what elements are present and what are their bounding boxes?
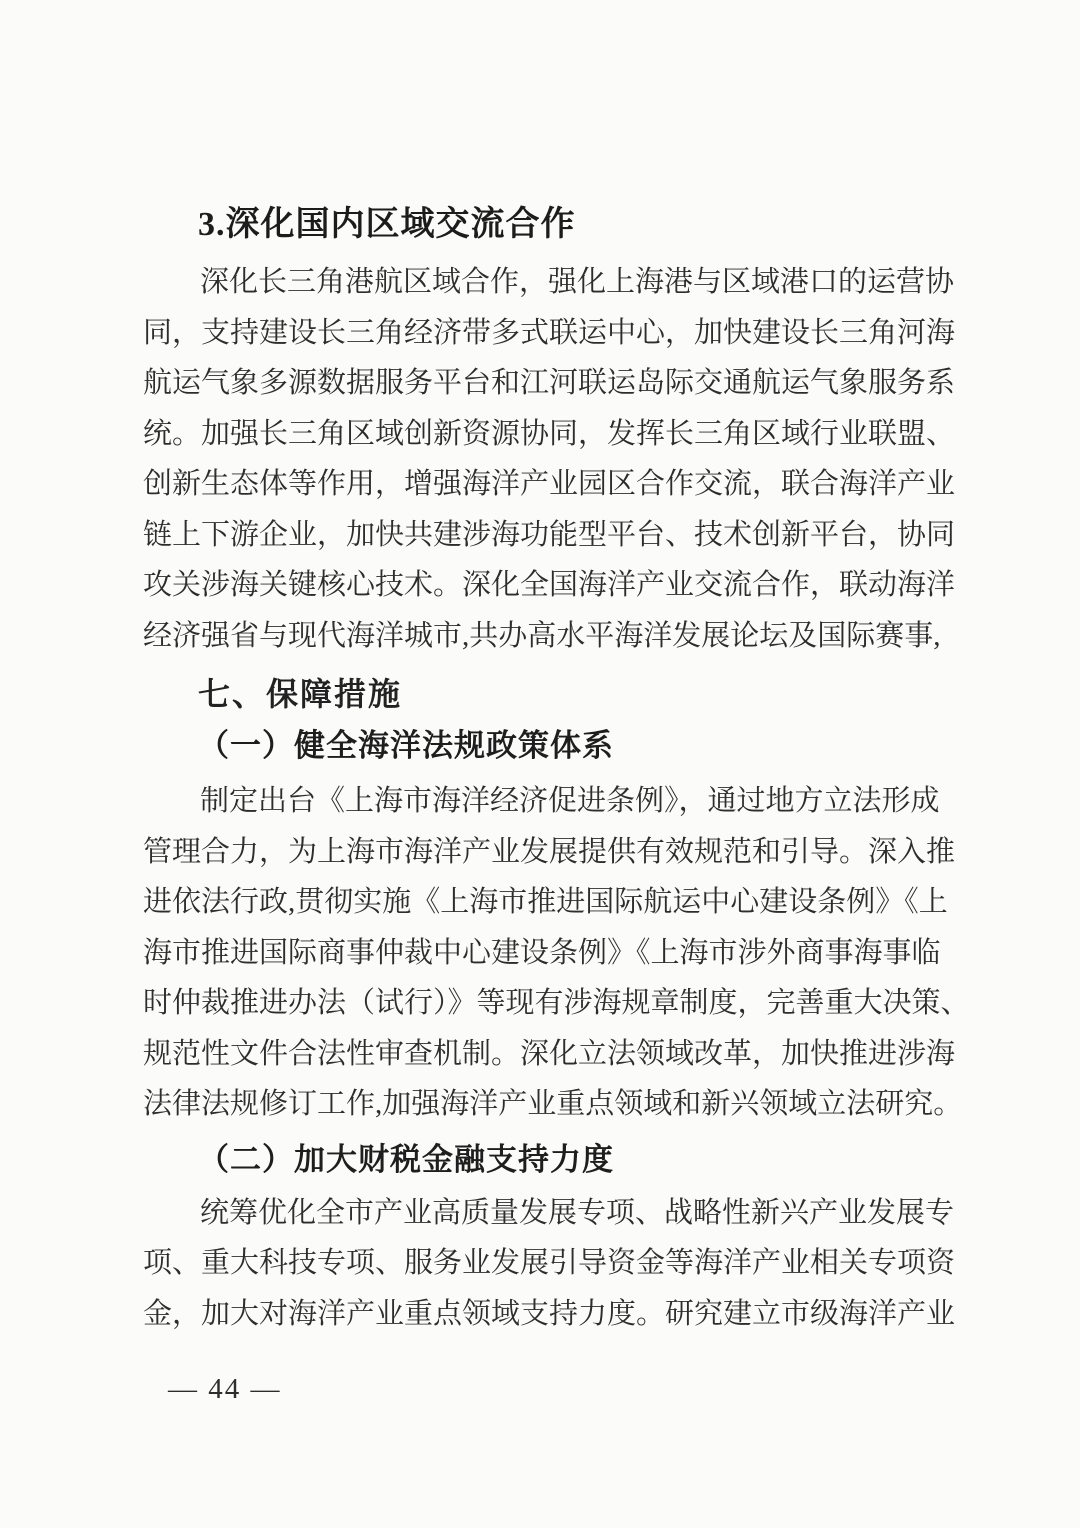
paragraph-1 [143,257,956,661]
paragraph-line: 海市推进国际商事仲裁中心建设条例》《上海市涉外商事海事临 [143,936,941,969]
paragraph-3 [143,1188,956,1340]
paragraph-line: 同，支持建设长三角经济带多式联运中心，加快建设长三角河海 [143,316,956,349]
paragraph-line: 攻关涉海关键核心技术。深化全国海洋产业交流合作，联动海洋 [143,569,956,601]
paragraph-line: 金，加大对海洋产业重点领域支持力度。研究建立市级海洋产业 [143,1297,956,1330]
page-number: — 44 — [168,1373,282,1405]
paragraph-line: 管理合力，为上海市海洋产业发展提供有效规范和引导。深入推 [143,835,956,868]
paragraph-line: 统。加强长三角区域创新资源协同，发挥长三角区域行业联盟、 [143,417,956,450]
paragraph-line: 统筹优化全市产业高质量发展专项、战略性新兴产业发展专 [200,1196,955,1229]
paragraph-2 [143,776,970,1130]
paragraph-line: 项、重大科技专项、服务业发展引导资金等海洋产业相关专项资 [143,1247,956,1279]
paragraph-line: 时仲裁推进办法（试行）》等现有涉海规章制度，完善重大决策、 [143,987,970,1019]
heading-section7: 七、保障措施 [198,676,403,712]
paragraph-line: 航运气象多源数据服务平台和江河联运岛际交通航运气象服务系 [143,367,956,399]
heading-sub2: （二）加大财税金融支持力度 [198,1141,614,1177]
paragraph-line: 经济强省与现代海洋城市,共办高水平海洋发展论坛及国际赛事, [143,619,941,652]
heading-section3: 3.深化国内区域交流合作 [198,206,576,243]
paragraph-line: 进依法行政,贯彻实施《上海市推进国际航运中心建设条例》《上 [143,886,948,918]
document-content [143,0,970,1409]
heading-sub1: （一）健全海洋法规政策体系 [198,728,614,763]
paragraph-line: 深化长三角港航区域合作，强化上海港与区域港口的运营协 [200,266,955,298]
paragraph-line: 法律法规修订工作,加强海洋产业重点领域和新兴领域立法研究。 [143,1088,963,1120]
paragraph-line: 规范性文件合法性审查机制。深化立法领域改革，加快推进涉海 [143,1037,956,1070]
paragraph-line: 链上下游企业，加快共建涉海功能型平台、技术创新平台，协同 [143,518,956,551]
paragraph-line: 创新生态体等作用，增强海洋产业园区合作交流，联合海洋产业 [143,468,956,500]
paragraph-line: 制定出台《上海市海洋经济促进条例》，通过地方立法形成 [200,785,940,817]
